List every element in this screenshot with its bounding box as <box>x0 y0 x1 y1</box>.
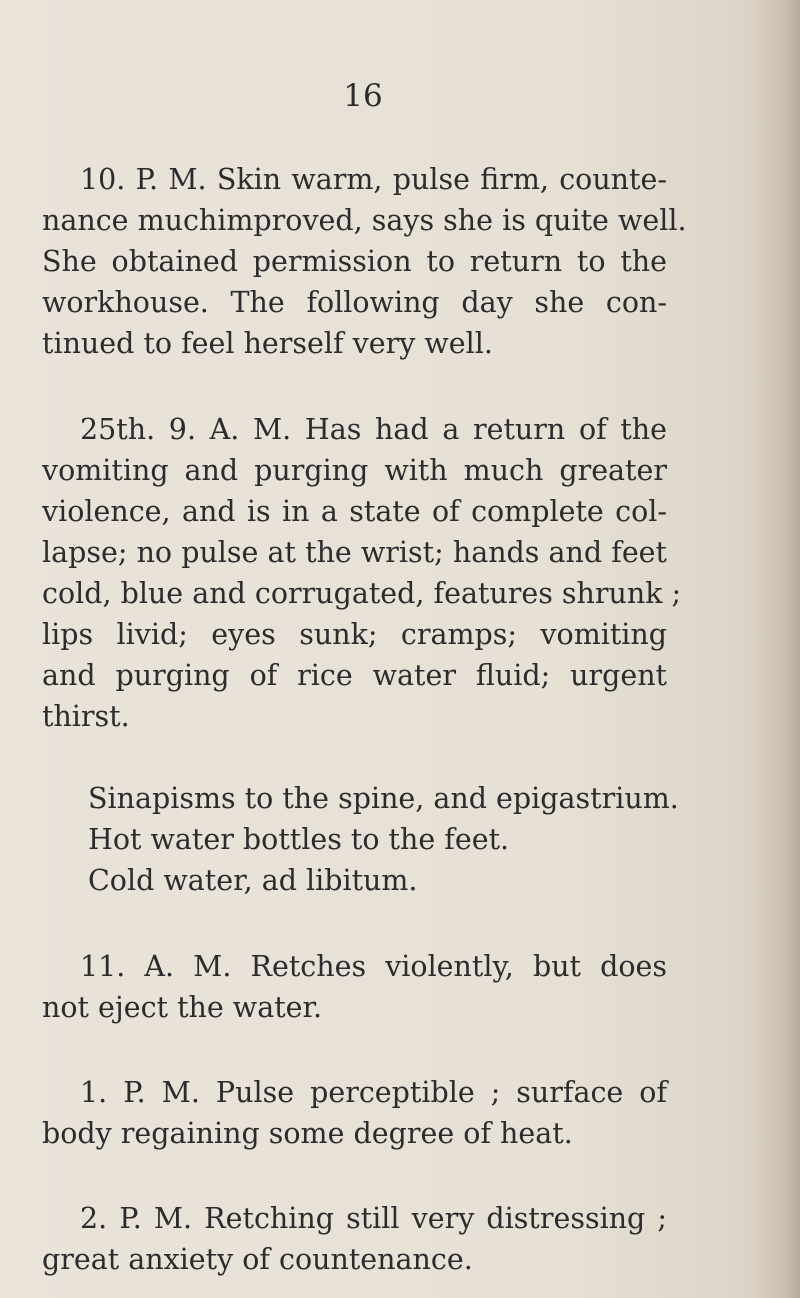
text-line: great anxiety of countenance. <box>42 1243 473 1276</box>
prescription-line: Sinapisms to the spine, and epigastrium. <box>88 782 679 815</box>
text-line: tinued to feel herself very well. <box>42 327 493 360</box>
text-line: vomiting and purging with much greater <box>42 454 667 487</box>
text-line: not eject the water. <box>42 991 323 1024</box>
text-line: She obtained permission to return to the <box>42 245 667 278</box>
entry-11am <box>42 946 667 1028</box>
text-line: nance muchimproved, says she is quite well. <box>42 204 687 237</box>
entry-1pm <box>42 1072 667 1154</box>
text-line: workhouse. The following day she con- <box>42 286 667 319</box>
text-line: 1. P. M. Pulse perceptible ; surface of <box>80 1076 667 1109</box>
text-line: and purging of rice water fluid; urgent <box>42 659 667 692</box>
prescription-line: Cold water, ad libitum. <box>88 864 418 897</box>
prescription-line: Hot water bottles to the feet. <box>88 823 510 856</box>
text-line: cold, blue and corrugated, features shrunk ; <box>42 577 682 610</box>
text-line: body regaining some degree of heat. <box>42 1117 573 1150</box>
text-line: lips livid; eyes sunk; cramps; vomiting <box>42 618 667 651</box>
page-edge-shadow <box>760 0 800 1298</box>
text-line: violence, and is in a state of complete col- <box>42 495 667 528</box>
text-line: 25th. 9. A. M. Has had a return of the <box>80 413 667 446</box>
entry-25th <box>42 409 682 737</box>
entry-10pm <box>42 159 687 364</box>
text-line: 2. P. M. Retching still very distressing ; <box>80 1202 667 1235</box>
text-line: 10. P. M. Skin warm, pulse firm, counte- <box>80 163 667 196</box>
text-line: 11. A. M. Retches violently, but does <box>80 950 667 983</box>
page-number: 16 <box>343 78 383 114</box>
entry-2pm <box>42 1198 667 1280</box>
text-line: thirst. <box>42 700 130 733</box>
text-line: lapse; no pulse at the wrist; hands and feet <box>42 536 667 569</box>
